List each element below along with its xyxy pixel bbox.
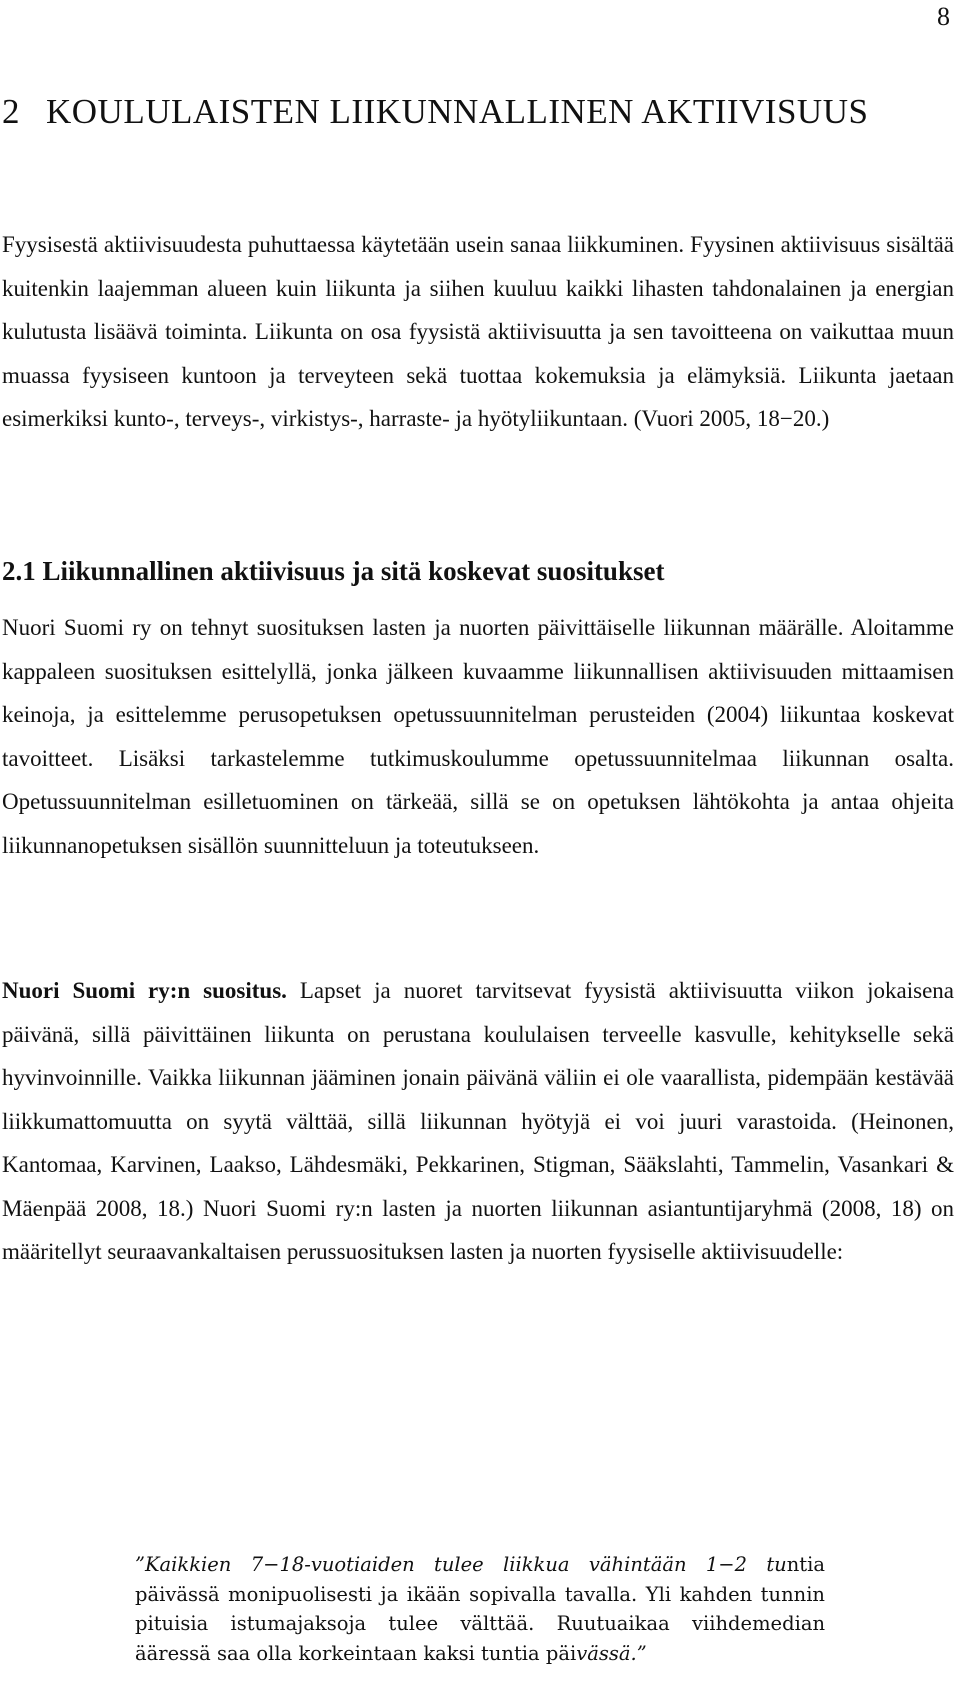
recommendation-text: Lapset ja nuoret tarvitsevat fyysistä aktiivisuutta viikon jokaisena päivänä, sillä päivittäinen liikunta on perustana koululaisen terveelle kasvulle, kehitykselle sekä hyvinvoinnille. Vaikka liikunnan jääminen jonain päivänä väliin ei ole vaarallista, pidempään kestävää liikkumattomuutta on syytä välttää, sillä liikunnan hyötyjä ei voi juuri varastoida. (Heinonen, Kantomaa, Karvinen, Laakso, Lähdesmäki, Pekkarinen, Stigman, Sääkslahti, Tammelin, Vasankari & Mäenpää 2008, 18.) Nuori Suomi ry:n lasten ja nuorten liikunnan asiantuntijaryhmä (2008, 18) on määritellyt seuraavankaltaisen perussuosituksen lasten ja nuorten fyysiselle aktiivisuudelle: <box>2 978 954 1264</box>
chapter-title <box>2 92 868 132</box>
intro-paragraph: Fyysisestä aktiivisuudesta puhuttaessa käytetään usein sanaa liikkuminen. Fyysinen aktiivisuus sisältää kuitenkin laajemman alueen kuin liikunta ja siihen kuuluu kaikki lihasten tahdonalainen ja energian kulutusta lisäävä toiminta. Liikunta on osa fyysistä aktiivisuutta ja sen tavoitteena on vaikuttaa muun muassa fyysiseen kuntoon ja terveyteen sekä tuottaa kokemuksia ja elämyksiä. Liikunta jaetaan esimerkiksi kunto-, terveys-, virkistys-, harraste- ja hyötyliikuntaan. (Vuori 2005, 18−20.) <box>2 232 954 431</box>
recommendation-quote <box>135 1550 825 1668</box>
section-paragraph: Nuori Suomi ry on tehnyt suosituksen lasten ja nuorten päivittäiselle liikunnan määrälle. Aloitamme kappaleen suosituksen esittelyllä, jonka jälkeen kuvaamme liikunnallisen aktiivisuuden mittaamisen keinoja, ja esittelemme perusopetuksen opetussuunnitelman perusteiden (2004) liikuntaa koskevat tavoitteet. Lisäksi tarkastelemme tutkimuskoulumme opetussuunnitelmaa liikunnan osalta. Opetussuunnitelman esilletuominen on tärkeää, sillä se on opetuksen lähtökohta ja antaa ohjeita liikunnanopetuksen sisällön suunnitteluun ja toteutukseen. <box>2 615 954 858</box>
page-number: 8 <box>937 2 950 31</box>
section-number: 2.1 <box>2 556 36 586</box>
recommendation-run-in-heading: Nuori Suomi ry:n suositus. <box>2 978 287 1003</box>
recommendation-paragraph <box>2 969 954 1274</box>
chapter-title-text: KOULULAISTEN LIIKUNNALLINEN AKTIIVISUUS <box>46 92 869 131</box>
quote-body: ntia päivässä monipuolisesti ja ikään sopivalla tavalla. Yli kahden tunnin pituisia istumajaksoja tulee välttää. Ruutuaikaa viihdemedian ääressä saa olla korkeintaan kaksi tuntia päi <box>135 1553 825 1665</box>
section-title-text: Liikunnallinen aktiivisuus ja sitä koskevat suositukset <box>42 556 665 586</box>
quote-tail: vässä.” <box>576 1641 647 1665</box>
chapter-number: 2 <box>2 92 20 131</box>
section-heading <box>2 556 664 587</box>
quote-lead: ”Kaikkien 7−18-vuotiaiden tulee liikkua vähintään 1−2 tu <box>135 1553 787 1576</box>
